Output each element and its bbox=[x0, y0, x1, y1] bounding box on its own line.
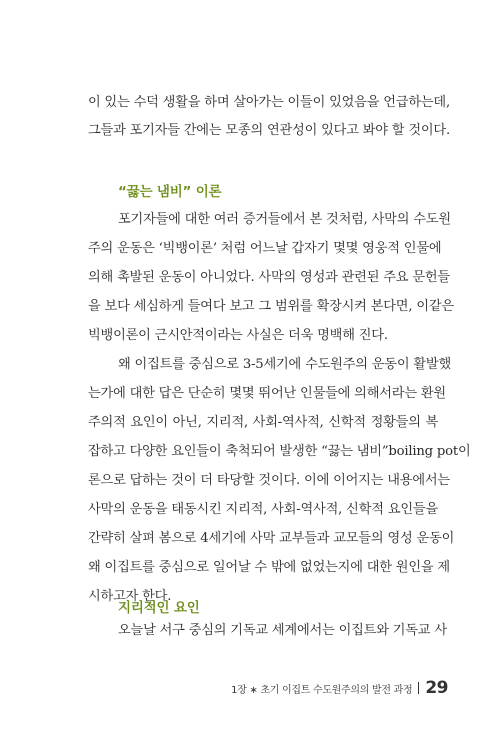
page-number: 29 bbox=[425, 678, 448, 698]
section-heading-boiling-pot: “끓는 냄비” 이론 bbox=[118, 184, 222, 200]
body-line: 의해 촉발된 운동이 아니었다. 사막의 영성과 관련된 주요 문헌들 bbox=[88, 270, 450, 285]
body-line: 이 있는 수덕 생활을 하며 살아가는 이들이 있었음을 언급하는데, bbox=[88, 95, 450, 110]
body-line: 빅뱅이론이 근시안적이라는 사실은 더욱 명백해 진다. bbox=[88, 328, 388, 343]
body-line: 그들과 포기자들 간에는 모종의 연관성이 있다고 봐야 할 것이다. bbox=[88, 123, 450, 138]
body-line: 사막의 운동을 태동시킨 지리적, 사회-역사적, 신학적 요인들을 bbox=[88, 502, 438, 517]
body-line: 오늘날 서구 중심의 기독교 세계에서는 이집트와 기독교 사 bbox=[118, 623, 447, 638]
body-line: 주의 운동은 ‘빅뱅이론’ 처럼 어느날 갑자기 몇몇 영웅적 인물에 bbox=[88, 241, 442, 256]
body-line: 잡하고 다양한 요인들이 축척되어 발생한 “끓는 냄비”boiling pot이 bbox=[88, 444, 471, 459]
body-line: 간략히 살펴 봄으로 4세기에 사막 교부들과 교모들의 영성 운동이 bbox=[88, 531, 455, 546]
body-line: 론으로 답하는 것이 더 타당할 것이다. 이에 이어지는 내용에서는 bbox=[88, 473, 450, 488]
page-footer bbox=[231, 678, 448, 698]
body-line: 주의적 요인이 아닌, 지리적, 사회-역사적, 신학적 정황들의 복 bbox=[88, 415, 438, 430]
body-line: 는가에 대한 답은 단순히 몇몇 뛰어난 인물들에 의해서라는 환원 bbox=[88, 386, 446, 401]
section-heading-geographic bbox=[118, 596, 200, 616]
body-line: 왜 이집트를 중심으로 3-5세기에 수도원주의 운동이 활발했 bbox=[118, 357, 451, 372]
body-line: 포기자들에 대한 여러 증거들에서 본 것처럼, 사막의 수도원 bbox=[118, 212, 451, 227]
body-line: 시하고자 한다. bbox=[88, 589, 172, 604]
body-line: 을 보다 세심하게 들여다 보고 그 범위를 확장시켜 본다면, 이같은 bbox=[88, 299, 454, 314]
running-title: 1장 ∗ 초기 이집트 수도원주의의 발전 과정 bbox=[231, 685, 413, 696]
body-line: 왜 이집트를 중심으로 일어날 수 밖에 없었는지에 대한 원인을 제 bbox=[88, 560, 450, 575]
footer-divider bbox=[418, 682, 419, 694]
section-heading-text: 지리적인 요인 bbox=[118, 600, 200, 616]
